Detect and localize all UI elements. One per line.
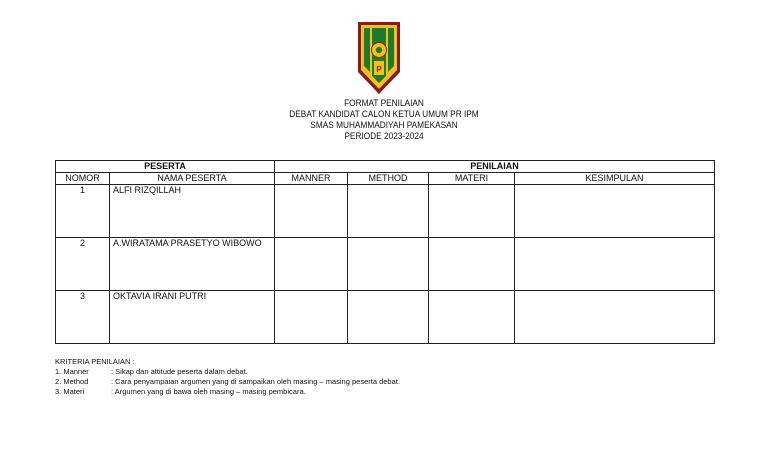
kesimpulan-cell[interactable] — [515, 238, 715, 291]
criteria-key: 1. Manner — [55, 367, 89, 376]
participant-name: OKTAVIA IRANI PUTRI — [110, 291, 275, 344]
criteria-title: KRITERIA PENILAIAN : — [55, 357, 135, 366]
col-manner: MANNER — [275, 173, 348, 185]
row-number: 2 — [56, 238, 110, 291]
table-column-header-row — [56, 173, 715, 185]
assessment-table — [55, 160, 715, 344]
manner-cell[interactable] — [275, 291, 348, 344]
col-materi: MATERI — [429, 173, 515, 185]
col-kesimpulan: KESIMPULAN — [515, 173, 715, 185]
criteria-key: 3. Materi — [55, 387, 85, 396]
materi-cell[interactable] — [429, 291, 515, 344]
header-school: SMAS MUHAMMADIYAH PAMEKASAN — [310, 120, 458, 130]
col-nama-peserta: NAMA PESERTA — [110, 173, 275, 185]
peserta-group-header: PESERTA — [56, 161, 275, 173]
criteria-desc: : Sikap dan attitude peserta dalam debat. — [111, 367, 248, 376]
participant-name: ALFI RIZQILLAH — [110, 185, 275, 238]
table-group-header-row — [56, 161, 715, 173]
method-cell[interactable] — [348, 291, 429, 344]
document-header — [31, 98, 738, 142]
kesimpulan-cell[interactable] — [515, 291, 715, 344]
criteria-key: 2. Method — [55, 377, 89, 386]
method-cell[interactable] — [348, 238, 429, 291]
criteria-item — [55, 387, 400, 397]
penilaian-group-header: PENILAIAN — [275, 161, 715, 173]
row-number: 1 — [56, 185, 110, 238]
materi-cell[interactable] — [429, 185, 515, 238]
ipm-logo — [356, 20, 402, 96]
table-row — [56, 291, 715, 344]
criteria-desc: : Argumen yang di bawa oleh masing – masing pembicara. — [111, 387, 306, 396]
materi-cell[interactable] — [429, 238, 515, 291]
criteria-section — [55, 357, 400, 397]
method-cell[interactable] — [348, 185, 429, 238]
logo-letter: P — [376, 65, 382, 74]
criteria-item — [55, 377, 400, 387]
row-number: 3 — [56, 291, 110, 344]
header-event: DEBAT KANDIDAT CALON KETUA UMUM PR IPM — [289, 109, 479, 119]
criteria-desc: : Cara penyampaian argumen yang di sampaikan oleh masing – masing peserta debat. — [111, 377, 400, 386]
kesimpulan-cell[interactable] — [515, 185, 715, 238]
col-method: METHOD — [348, 173, 429, 185]
table-row — [56, 238, 715, 291]
participant-name: A.WIRATAMA PRASETYO WIBOWO — [110, 238, 275, 291]
col-nomor: NOMOR — [56, 173, 110, 185]
table-row — [56, 185, 715, 238]
header-period: PERIODE 2023-2024 — [344, 131, 424, 141]
header-title: FORMAT PENILAIAN — [344, 98, 424, 108]
manner-cell[interactable] — [275, 238, 348, 291]
manner-cell[interactable] — [275, 185, 348, 238]
criteria-item — [55, 367, 400, 377]
